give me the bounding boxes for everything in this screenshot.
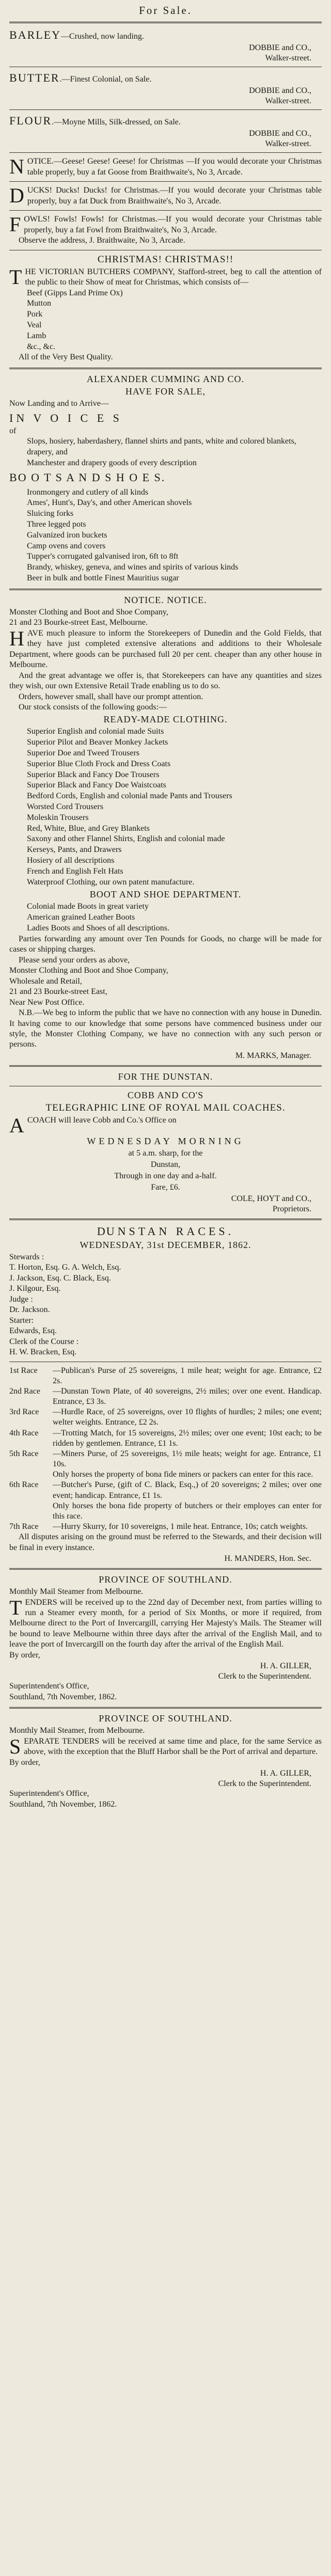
ad-line: Now Landing and to Arrive— xyxy=(9,399,109,408)
list-item: Three legged pots xyxy=(27,519,86,529)
ad-text: —Crushed, now landing. xyxy=(61,32,144,41)
ad-monster-clothing xyxy=(9,595,322,1061)
list-item: Hosiery of all descriptions xyxy=(27,856,115,865)
ad-address: Walker-street. xyxy=(265,54,311,63)
list-item: Mutton xyxy=(27,299,52,308)
ad-word-cap: B xyxy=(9,471,18,484)
goods-list xyxy=(27,436,322,468)
divider xyxy=(9,1707,322,1709)
list-item: Galvanized iron buckets xyxy=(27,530,107,540)
clerk: H. W. Bracken, Esq. xyxy=(9,1348,77,1357)
stewards-label: Stewards : xyxy=(9,1252,44,1261)
race-label: 6th Race xyxy=(9,1480,39,1490)
list-item: Ironmongery and cutlery of all kinds xyxy=(27,487,149,497)
list-item: Sluicing forks xyxy=(27,509,74,518)
ad-address: Walker-street. xyxy=(265,139,311,149)
ad-text: Parties forwarding any amount over Ten Pounds for Goods, no charge will be made for cases or shipping charges. xyxy=(9,934,322,954)
ad-proprietors-label: Proprietors. xyxy=(272,1204,311,1213)
race-row xyxy=(9,1469,322,1480)
ad-title: NOTICE. NOTICE. xyxy=(124,594,207,605)
ad-text: UCKS! Ducks! Ducks! for Christmas.—If you would decorate your Christmas table properly, buy a fat Duck from Braithwaite's, No 3, Arcade. xyxy=(27,186,322,206)
list-item: Superior Black and Fancy Doe Waistcoats xyxy=(27,781,166,790)
ad-firm: ALEXANDER CUMMING AND CO. xyxy=(86,373,244,384)
list-item: Camp ovens and covers xyxy=(27,541,106,550)
divider xyxy=(9,368,322,369)
ad-text: Orders, however small, shall have our prompt attention. xyxy=(19,692,203,701)
clothing-list xyxy=(27,726,322,888)
race-text: —Hurry Skurry, for 10 sovereigns, 1 mile heat. Entrance, 10s; catch weights. xyxy=(53,1522,308,1531)
ad-dunstan-races xyxy=(9,1225,322,1563)
ad-word-cap: I xyxy=(9,412,14,425)
ad-line: HAVE FOR SALE, xyxy=(125,386,206,397)
race-row xyxy=(9,1386,322,1407)
ad-southland-separate-tenders xyxy=(9,1713,322,1810)
list-item: Moleskin Trousers xyxy=(27,813,89,822)
race-date: WEDNESDAY, 31st DECEMBER, 1862. xyxy=(80,1239,251,1250)
steward-line: J. Kilgour, Esq. xyxy=(9,1284,61,1293)
race-text: —Trotting Match, for 15 sovereigns, 2½ miles; over one event; 10st each; to be ridden by gentlemen. Entrance, £1 1s. xyxy=(53,1428,322,1448)
divider xyxy=(9,1065,322,1067)
steward-line: J. Jackson, Esq. C. Black, Esq. xyxy=(9,1273,111,1283)
ad-title: CHRISTMAS! CHRISTMAS!! xyxy=(97,254,234,265)
divider xyxy=(9,1219,322,1220)
ad-cobb-coaches xyxy=(9,1071,322,1214)
ad-order: By order, xyxy=(9,1650,40,1660)
list-item: Ames', Hunt's, Day's, and other American shovels xyxy=(27,498,192,508)
race-text: —Hurdle Race, of 25 sovereigns, over 10 flights of hurdles; 2 miles; one event; welter weights. Entrance, £2 2s. xyxy=(53,1408,322,1427)
starter-label: Starter: xyxy=(9,1316,34,1325)
drop-cap: T xyxy=(9,1595,22,1619)
ad-firm: DOBBIE and CO., xyxy=(249,129,311,138)
ad-word: ARLEY xyxy=(18,28,61,41)
ad-title: FOR THE DUNSTAN. xyxy=(118,1071,213,1082)
ad-manager: M. MARKS, Manager. xyxy=(235,1051,311,1060)
race-row xyxy=(9,1366,322,1386)
list-item: Ladies Boots and Shoes of all descriptions. xyxy=(27,923,169,933)
ad-text: OTICE.—Geese! Geese! Geese! for Christmas —If you would decorate your Christmas table properly, buy a fat Goose from Braithwaite's, No 3, Arcade. xyxy=(27,157,322,177)
starter: Edwards, Esq. xyxy=(9,1326,57,1336)
drop-cap: D xyxy=(9,184,24,208)
drop-cap: A xyxy=(9,1113,24,1137)
ad-line: of xyxy=(9,426,17,435)
race-row xyxy=(9,1480,322,1500)
race-row xyxy=(9,1407,322,1428)
ad-proprietors: COLE, HOYT and CO., xyxy=(231,1194,311,1203)
race-text: —Miners Purse, of 25 sovereigns, 1½ mile heats; weight for age. Entrance, £1 10s. xyxy=(53,1449,322,1469)
divider xyxy=(9,152,322,153)
race-row xyxy=(9,1449,322,1469)
list-item: Kerseys, Pants, and Drawers xyxy=(27,845,122,855)
ad-order: By order, xyxy=(9,1758,40,1767)
race-text: —Butcher's Purse, (gift of C. Black, Esq.,) of 20 sovereigns; 2 miles; over one event; handicap. Entrance, £1 1s. xyxy=(53,1480,322,1500)
ad-signature: Monster Clothing and Boot and Shoe Company, xyxy=(9,966,168,975)
list-item: Veal xyxy=(27,321,42,330)
ad-firm: DOBBIE and CO., xyxy=(249,86,311,96)
ad-date: Southland, 7th November, 1862. xyxy=(9,1692,117,1701)
ad-note: Observe the address, J. Braithwaite, No 3, Arcade. xyxy=(19,236,185,245)
list-item: Manchester and drapery goods of every description xyxy=(27,458,197,467)
boots-list xyxy=(27,902,322,934)
ad-footer: All of the Very Best Quality. xyxy=(19,353,113,362)
ad-secretary: H. MANDERS, Hon. Sec. xyxy=(224,1554,311,1563)
list-item: Superior Black and Fancy Doe Trousers xyxy=(27,770,160,779)
race-label: 5th Race xyxy=(9,1449,39,1458)
drop-cap: F xyxy=(9,213,21,236)
ad-word-cap: B xyxy=(9,28,18,41)
judge-label: Judge : xyxy=(9,1294,33,1304)
divider xyxy=(9,589,322,590)
ad-signer: H. A. GILLER, xyxy=(260,1662,311,1671)
list-item: Slops, hosiery, haberdashery, flannel shirts and pants, white and colored blankets, drapery, and xyxy=(27,437,296,456)
ad-flour xyxy=(9,114,322,149)
ad-text: .—Moyne Mills, Silk-dressed, on Sale. xyxy=(52,118,181,127)
divider xyxy=(9,22,322,23)
race-row xyxy=(9,1501,322,1522)
ad-title: TELEGRAPHIC LINE OF ROYAL MAIL COACHES. xyxy=(45,1102,286,1113)
section-header: For Sale. xyxy=(139,4,192,17)
race-label: 2nd Race xyxy=(9,1386,40,1396)
coach-time: at 5 a.m. sharp, for the xyxy=(128,1148,203,1158)
list-item: French and English Felt Hats xyxy=(27,866,123,876)
ad-text: OWLS! Fowls! Fowls! for Christmas.—If you would decorate your Christmas table properly, buy a fat Fowl from Braithwaite's, No 3, Arcade. xyxy=(24,215,322,234)
ad-signer-role: Clerk to the Superintendent. xyxy=(218,1779,311,1789)
list-item: Saxony and other Flannel Shirts, English and colonial made xyxy=(27,834,225,844)
clerk-label: Clerk of the Course : xyxy=(9,1337,79,1346)
ad-firm: COBB AND CO'S xyxy=(127,1089,204,1100)
ad-word: LOUR xyxy=(17,114,52,128)
ad-signer: H. A. GILLER, xyxy=(260,1769,311,1778)
ad-text: EPARATE TENDERS will be received at same time and place, for the same Service as above, with the exception that the Bluff Harbor shall be the Port of arrival and departure. xyxy=(24,1736,322,1757)
list-item: Superior Pilot and Beaver Monkey Jackets xyxy=(27,738,168,747)
divider xyxy=(9,181,322,182)
meat-list xyxy=(27,288,322,353)
divider xyxy=(9,109,322,110)
race-text: Only horses the property of bona fide miners or packers can enter for this race. xyxy=(53,1470,313,1479)
list-item: Brandy, whiskey, geneva, and wines and spirits of various kinds xyxy=(27,563,239,572)
ad-southland-tenders xyxy=(9,1574,322,1702)
ad-word: UTTER xyxy=(18,71,60,85)
race-text: —Publican's Purse of 25 sovereigns, 1 mile heat; weight for age. Entrance, £2 2s. xyxy=(53,1366,322,1385)
list-item: Superior Doe and Tweed Trousers xyxy=(27,749,140,758)
list-item: &c., &c. xyxy=(27,342,56,351)
divider xyxy=(9,210,322,211)
list-item: Lamb xyxy=(27,331,46,340)
race-label: 3rd Race xyxy=(9,1408,39,1417)
ad-address: Walker-street. xyxy=(265,97,311,106)
coach-fare: Fare, £6. xyxy=(151,1182,180,1192)
ad-text: Please send your orders as above, xyxy=(19,955,130,965)
race-label xyxy=(9,1501,53,1522)
coach-destination: Dunstan, xyxy=(150,1160,181,1169)
ad-butter xyxy=(9,71,322,106)
ad-word: O O T S A N D S H O E S. xyxy=(18,471,166,484)
ad-subtitle: Monthly Mail Steamer from Melbourne. xyxy=(9,1587,144,1597)
ad-geese xyxy=(9,156,322,178)
list-item: Superior Blue Cloth Frock and Dress Coats xyxy=(27,759,171,768)
ad-title: PROVINCE OF SOUTHLAND. xyxy=(99,1713,232,1724)
ad-signer-role: Clerk to the Superintendent. xyxy=(218,1672,311,1681)
ad-subtitle: Monthly Mail Steamer, from Melbourne. xyxy=(9,1726,145,1735)
steward-line: T. Horton, Esq. G. A. Welch, Esq. xyxy=(9,1263,121,1272)
race-row xyxy=(9,1428,322,1449)
ad-ducks xyxy=(9,185,322,207)
list-item: Beer in bulk and bottle Finest Mauritius sugar xyxy=(27,573,179,582)
ad-word-cap: D xyxy=(97,1224,106,1238)
ad-word-cap: B xyxy=(9,71,18,85)
race-label: 1st Race xyxy=(9,1366,38,1375)
ad-alexander-cumming xyxy=(9,374,322,584)
goods-list xyxy=(27,487,322,584)
ad-subheading: READY-MADE CLOTHING. xyxy=(103,714,228,725)
ad-office: Superintendent's Office, xyxy=(9,1682,89,1691)
list-item: Superior English and colonial made Suits xyxy=(27,727,164,736)
ad-signature: Near New Post Office. xyxy=(9,998,85,1007)
coach-day: WEDNESDAY MORNING xyxy=(87,1135,244,1146)
list-item: American grained Leather Boots xyxy=(27,913,135,922)
ad-text: HE VICTORIAN BUTCHERS COMPANY, Stafford-street, beg to call the attention of the public to their Show of meat for Christmas, which consists of— xyxy=(25,267,322,287)
ad-title: UNSTAN RACES. xyxy=(106,1224,234,1238)
list-item: Colonial made Boots in great variety xyxy=(27,902,149,911)
ad-text: AVE much pleasure to inform the Storekeepers of Dunedin and the Gold Fields, that they have just completed extensive alterations and additions to their Wholesale Department, where goods can be purchased full 20 per cent. cheaper than any other house in Melbourne. xyxy=(9,628,322,670)
race-label: 4th Race xyxy=(9,1428,39,1437)
drop-cap: H xyxy=(9,626,24,650)
ad-office: Superintendent's Office, xyxy=(9,1789,89,1798)
list-item: Bedford Cords, English and colonial made Pants and Trousers xyxy=(27,792,232,801)
ad-text: ENDERS will be received up to the 22nd day of December next, from parties willing to run a Steamer every month, for a period of Six Months, or more if required, from Melbourne direct to the Port of Invercargill, carrying Her Majesty's Mails. The Steamer will be bound to leave Melbourne within three days after the arrival of the English Mail, and to leave the port of Invercargill on the fourth day after the arrival of the English Mail. xyxy=(9,1598,322,1649)
ad-firm: DOBBIE and CO., xyxy=(249,43,311,53)
ad-signature: Wholesale and Retail, xyxy=(9,976,82,986)
ad-text: COACH will leave Cobb and Co.'s Office on xyxy=(27,1115,177,1125)
list-item: Worsted Cord Trousers xyxy=(27,802,104,812)
list-item: Waterproof Clothing, our own patent manufacture. xyxy=(27,877,195,887)
ad-address: 21 and 23 Bourke-street East, Melbourne. xyxy=(9,618,148,627)
divider xyxy=(9,1568,322,1570)
list-item: Red, White, Blue, and Grey Blankets xyxy=(27,824,150,833)
race-label: 7th Race xyxy=(9,1522,39,1531)
coach-through: Through in one day and a-half. xyxy=(114,1171,217,1180)
race-text: Only horses the bona fide property of butchers or their employes can enter for this race. xyxy=(53,1501,322,1521)
race-text: —Dunstan Town Plate, of 40 sovereigns, 2½ miles; over one event. Handicap. Entrance, £3 3s. xyxy=(53,1386,322,1406)
list-item: Tupper's corrugated galvanised iron, 6ft to 8ft xyxy=(27,552,179,561)
ad-date: Southland, 7th November, 1862. xyxy=(9,1799,117,1809)
judge: Dr. Jackson. xyxy=(9,1305,50,1315)
ad-text: N.B.—We beg to inform the public that we have no connection with any house in Dunedin. It having come to our knowledge that some persons have commenced business under our style, the Monster Clothing Company, we have no connection with any such person or persons. xyxy=(9,1008,322,1049)
list-item: Beef (Gipps Land Prime Ox) xyxy=(27,288,123,297)
ad-text: And the great advantage we offer is, that Storekeepers can have any quantities and sizes they wish, our own Extensive Retail Trade enabling us to do so. xyxy=(9,671,322,691)
drop-cap: T xyxy=(9,265,22,289)
ad-barley xyxy=(9,28,322,63)
ad-word: N V O I C E S xyxy=(16,412,122,425)
list-item: Pork xyxy=(27,310,43,319)
ad-firm: Monster Clothing and Boot and Shoe Company, xyxy=(9,607,168,617)
race-row xyxy=(9,1522,322,1532)
race-label xyxy=(9,1469,53,1480)
ad-word-cap: F xyxy=(9,114,17,128)
ad-text: Our stock consists of the following goods:— xyxy=(19,702,167,712)
ad-title: PROVINCE OF SOUTHLAND. xyxy=(99,1574,232,1585)
drop-cap: N xyxy=(9,155,24,179)
ad-footer: All disputes arising on the ground must be referred to the Stewards, and their decision will be final in every instance. xyxy=(9,1532,322,1552)
ad-subheading: BOOT AND SHOE DEPARTMENT. xyxy=(89,889,242,900)
ad-butchers xyxy=(9,254,322,363)
ad-signature: 21 and 23 Bourke-street East, xyxy=(9,987,107,997)
ad-text: .—Finest Colonial, on Sale. xyxy=(59,75,152,84)
ad-fowls xyxy=(9,214,322,246)
drop-cap: S xyxy=(9,1734,21,1758)
